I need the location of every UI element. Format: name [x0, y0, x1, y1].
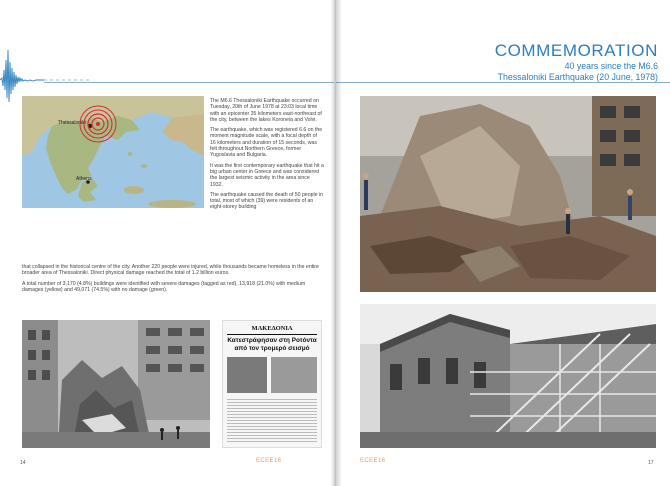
- map-label-athens: Athens: [76, 176, 92, 182]
- header-rule-right: [336, 82, 670, 83]
- journal-name-right: ECEE16: [360, 458, 386, 464]
- article-column-wide: [22, 264, 324, 297]
- newspaper-headline: Κατεστράφησαν στη Ροτόντα: [227, 337, 317, 344]
- article-paragraph: A total number of 3,170 (4.8%) buildings were identified with severe damages (tagged as red), 13,918 (21.0%) with medium damages (yellow) and 49,071 (74.5%) with no damage (green).: [22, 280, 306, 293]
- page-subtitle-line1: 40 years since the M6.6: [564, 61, 658, 71]
- left-page: [0, 0, 334, 486]
- newspaper-masthead: ΜΑΚΕΔΟΝΙΑ: [251, 325, 293, 332]
- newspaper-clipping: [222, 320, 322, 448]
- article-column-right: [210, 98, 324, 215]
- spine-gutter: [330, 0, 342, 486]
- article-paragraph: It was the first contemporary earthquake that hit a big urban center in Greece and was considered the largest seismic activity in the area since 1932.: [210, 162, 324, 188]
- article-paragraph: The earthquake caused the death of 50 people in total, most of which (39) were residents of an eight-storey building: [210, 191, 324, 211]
- journal-name-left: ECEE16: [256, 458, 282, 464]
- page-title: COMMEMORATION: [494, 41, 658, 60]
- article-paragraph: The earthquake, which was registered 6.6 on the moment magnitude scale, with a focal depth of 16 kilometers and duration of 15 seconds, was felt throughout Northern Greece, former Yugoslavia and Bulgaria.: [210, 127, 323, 159]
- newspaper-headline: από τον τρομερό σεισμό: [234, 345, 310, 352]
- page-number-right: 17: [648, 460, 654, 466]
- article-paragraph: The M6.6 Thessaloniki Earthquake occurred on Tuesday, 20th of June 1978 at 23:03 local time with an epicenter 35 kilometers east-northeast of the city, between the lakes Koroneia and Volvi.: [210, 98, 322, 123]
- right-page: [336, 0, 670, 486]
- section-header: [495, 42, 658, 82]
- page-number-left: 14: [20, 460, 26, 466]
- rotunda-scaffolding-photo: [360, 304, 656, 448]
- rubble-color-photo: [360, 96, 656, 292]
- map-label-thessaloniki: Thessaloniki: [58, 120, 86, 126]
- page-subtitle-line2: Thessaloniki Earthquake (20 June, 1978): [497, 72, 658, 82]
- collapsed-building-photo: [22, 320, 210, 448]
- article-paragraph: that collapsed in the historical centre of the city. Another 220 people were injured, while thousands became homeless in the entire broader area of Thessaloniki. Direct physical damage reached the total of 1.2 billion euros.: [22, 264, 319, 277]
- header-rule-left: [44, 82, 334, 83]
- epicenter-map: [22, 96, 204, 208]
